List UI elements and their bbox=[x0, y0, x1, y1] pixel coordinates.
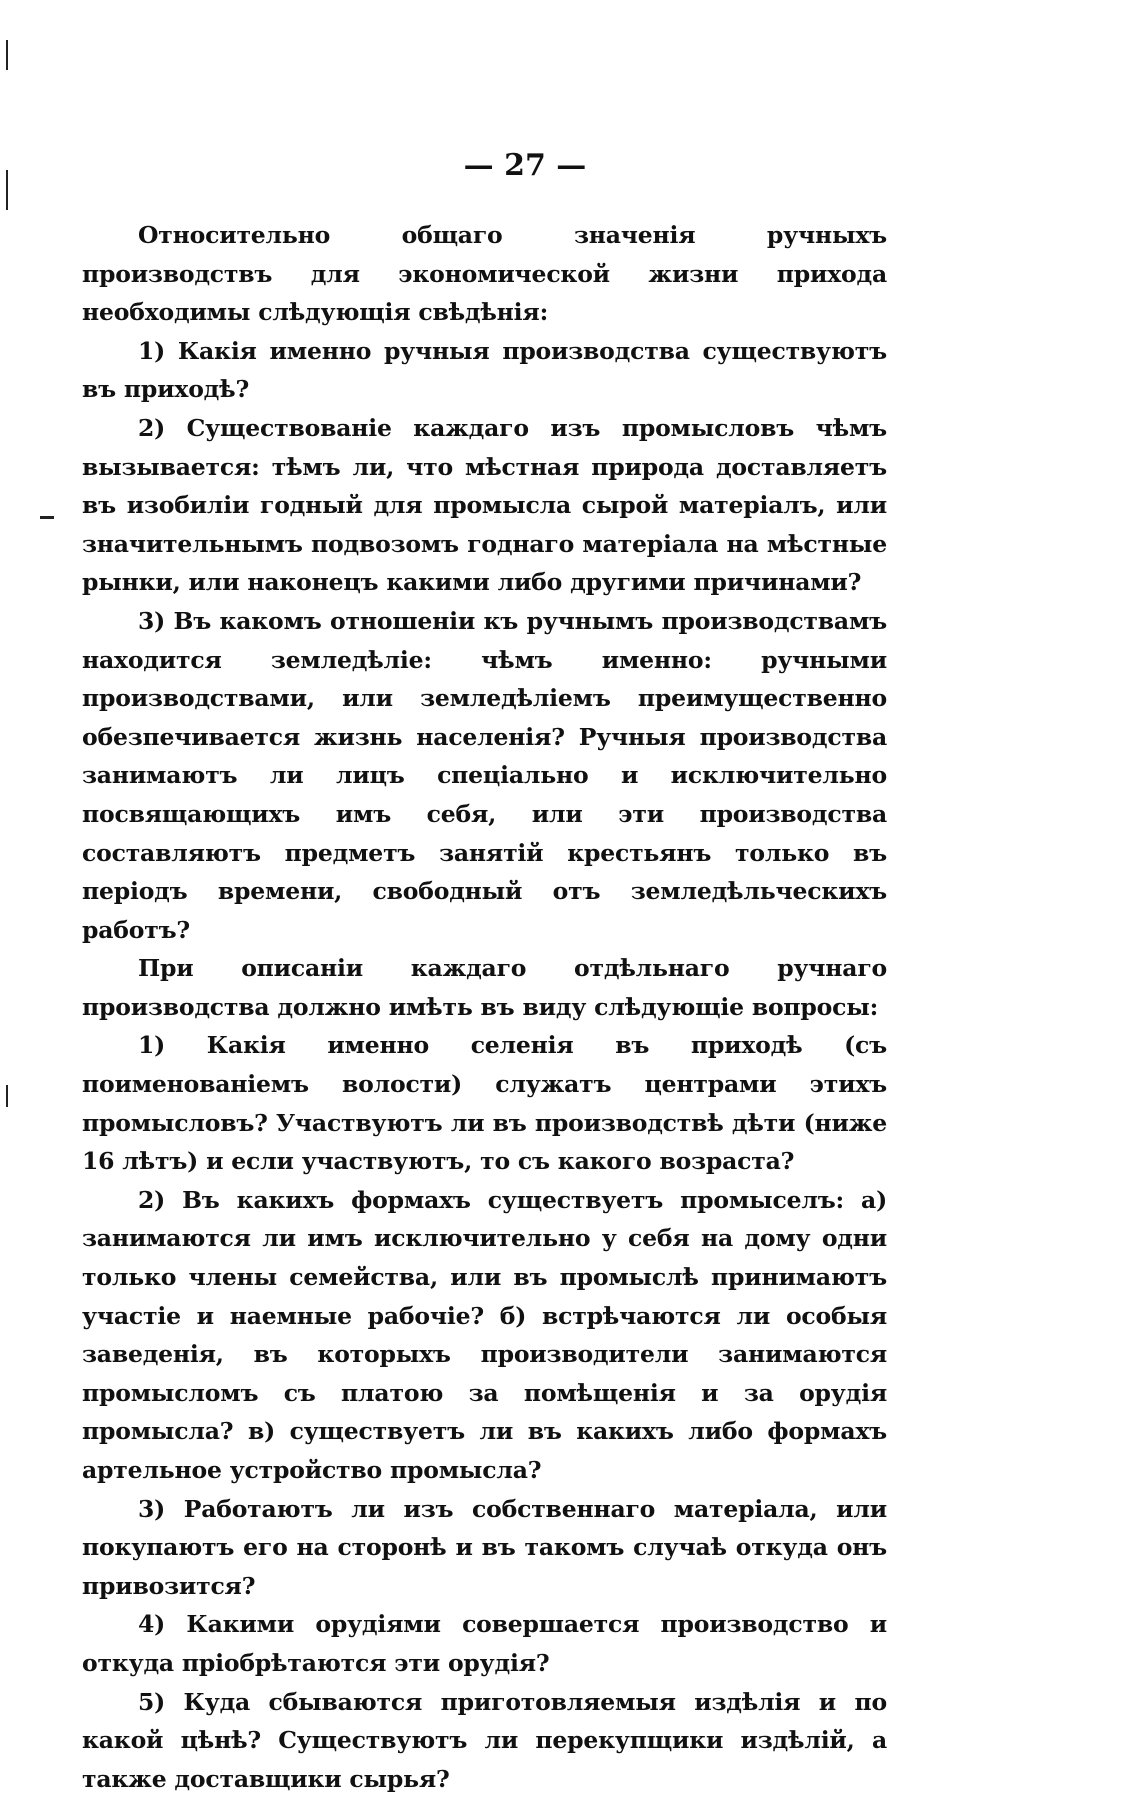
scan-edge-mark-lower bbox=[6, 1085, 8, 1107]
paragraph-item-5: 5) Куда сбываются приготовляемыя издѣлія и по какой цѣнѣ? Существуютъ ли перекупщики издѣлій, а также доставщики сырья? bbox=[82, 1687, 887, 1793]
paragraph-question-1: 1) Какія именно ручныя производства существуютъ въ приходѣ? bbox=[82, 336, 887, 404]
paragraph-item-4: 4) Какими орудіями совершается производство и откуда пріобрѣтаются эти орудія? bbox=[82, 1610, 887, 1677]
paragraph-intro: Относительно общаго значенія ручныхъ производствъ для экономической жизни прихода необходимы слѣдующія свѣдѣнія: bbox=[82, 221, 887, 327]
scan-edge-mark-top bbox=[6, 40, 8, 70]
paragraph-question-2: 2) Существованіе каждаго изъ промысловъ чѣмъ вызывается: тѣмъ ли, что мѣстная природа доставляетъ въ изобиліи годный для промысла сырой матеріалъ, или значительнымъ подвозомъ годнаго матеріала на мѣстные рынки, или наконецъ какими либо другими причинами? bbox=[82, 413, 887, 597]
paragraph-item-1: 1) Какія именно селенія въ приходѣ (съ поименованіемъ волости) служатъ центрами этихъ промысловъ? Участвуютъ ли въ производствѣ дѣти (ниже 16 лѣтъ) и если участвуютъ, то съ какого возраста? bbox=[82, 1031, 887, 1176]
page-number: — 27 — bbox=[463, 148, 587, 183]
body-text bbox=[82, 216, 887, 1798]
paragraph-question-3: 3) Въ какомъ отношеніи къ ручнымъ производствамъ находится земледѣліе: чѣмъ именно: ручными производствами, или земледѣліемъ преимущественно обезпечивается жизнь населенія? Ручныя производства занимаютъ ли лицъ спеціально и исключительно посвящающихъ имъ себя, или эти производства составляютъ предметъ занятій крестьянъ только въ періодъ времени, свободный отъ земледѣльческихъ работъ? bbox=[82, 606, 887, 944]
paragraph-item-2: 2) Въ какихъ формахъ существуетъ промыселъ: а) занимаются ли имъ исключительно у себя на дому одни только члены семейства, или въ промыслѣ принимаютъ участіе и наемные рабочіе? б) встрѣчаются ли особыя заведенія, въ которыхъ производители занимаются промысломъ съ платою за помѣщенія и за орудія промысла? в) существуетъ ли въ какихъ либо формахъ артельное устройство промысла? bbox=[82, 1185, 887, 1484]
paragraph-item-3: 3) Работаютъ ли изъ собственнаго матеріала, или покупаютъ его на сторонѣ и въ такомъ случаѣ откуда онъ привозится? bbox=[82, 1494, 887, 1600]
scan-margin-dash bbox=[40, 516, 54, 519]
paragraph-description-intro: При описаніи каждаго отдѣльнаго ручнаго производства должно имѣть въ виду слѣдующіе вопросы: bbox=[82, 954, 887, 1021]
